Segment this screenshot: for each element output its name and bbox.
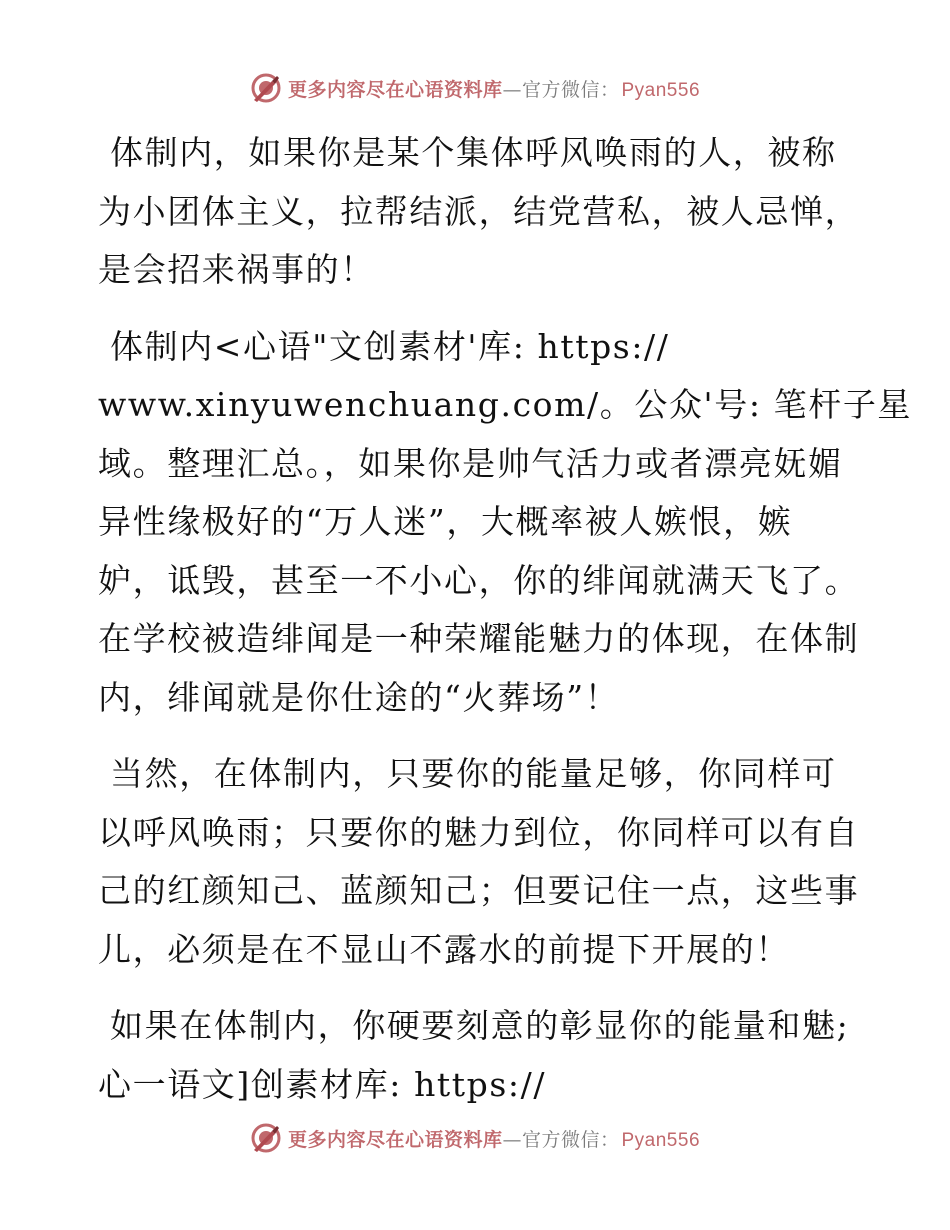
header-banner-id: Pyan556 <box>621 79 701 101</box>
paragraph-3 <box>98 745 858 979</box>
footer-banner-id: Pyan556 <box>621 1129 701 1151</box>
paragraph-line: 心一语文]创素材库: https:// <box>98 1064 547 1104</box>
paragraph-line: 己的红颜知己、蓝颜知己；但要记住一点，这些事 <box>98 871 860 910</box>
paragraph-line: 域。整理汇总。，如果你是帅气活力或者漂亮妩媚 <box>98 443 843 483</box>
paragraph-line: 儿，必须是在不显山不露水的前提下开展的！ <box>98 929 790 969</box>
paragraph-line: 在学校被造绯闻是一种荣耀能魅力的体现，在体制 <box>98 619 860 658</box>
footer-banner-separator: — <box>502 1128 522 1151</box>
header-banner-sub: 官方微信： <box>521 78 620 101</box>
paragraph-4 <box>98 997 858 1114</box>
header-banner <box>0 72 950 104</box>
footer-banner-text <box>288 1125 700 1152</box>
pen-circle-logo-icon <box>250 72 282 104</box>
paragraph-line: 妒，诋毁，甚至一不小心，你的绯闻就满天飞了。 <box>98 560 860 600</box>
paragraph-line: 体制内，如果你是某个集体呼风唤雨的人，被称 <box>110 133 837 172</box>
paragraph-line: 如果在体制内，你硬要刻意的彰显你的能量和魅; <box>110 1006 850 1045</box>
paragraph-line: 内，绯闻就是你仕途的“火葬场”！ <box>98 677 620 717</box>
paragraph-line: www.xinyuwenchuang.com/。公众'号: 笔杆子星 <box>98 385 913 424</box>
paragraph-line: 当然，在体制内，只要你的能量足够，你同样可 <box>110 754 837 793</box>
header-banner-main: 更多内容尽在心语资料库 <box>287 78 503 101</box>
document-body <box>98 124 913 1132</box>
paragraph-line: 以呼风唤雨；只要你的魅力到位，你同样可以有自 <box>98 812 860 852</box>
header-banner-text <box>288 75 700 102</box>
paragraph-1 <box>98 124 858 300</box>
header-banner-separator: — <box>502 78 522 101</box>
paragraph-line: 体制内<心语"文创素材'库: https:// <box>110 326 670 366</box>
footer-banner <box>0 1122 950 1154</box>
paragraph-line: 是会招来祸事的！ <box>98 250 375 289</box>
pen-circle-logo-icon <box>250 1122 282 1154</box>
footer-banner-sub: 官方微信： <box>521 1128 620 1151</box>
footer-banner-main: 更多内容尽在心语资料库 <box>287 1128 503 1151</box>
paragraph-line: 异性缘极好的“万人迷”，大概率被人嫉恨，嫉 <box>98 502 793 541</box>
paragraph-line: 为小团体主义，拉帮结派，结党营私，被人忌惮， <box>98 191 860 231</box>
paragraph-2 <box>98 318 913 728</box>
